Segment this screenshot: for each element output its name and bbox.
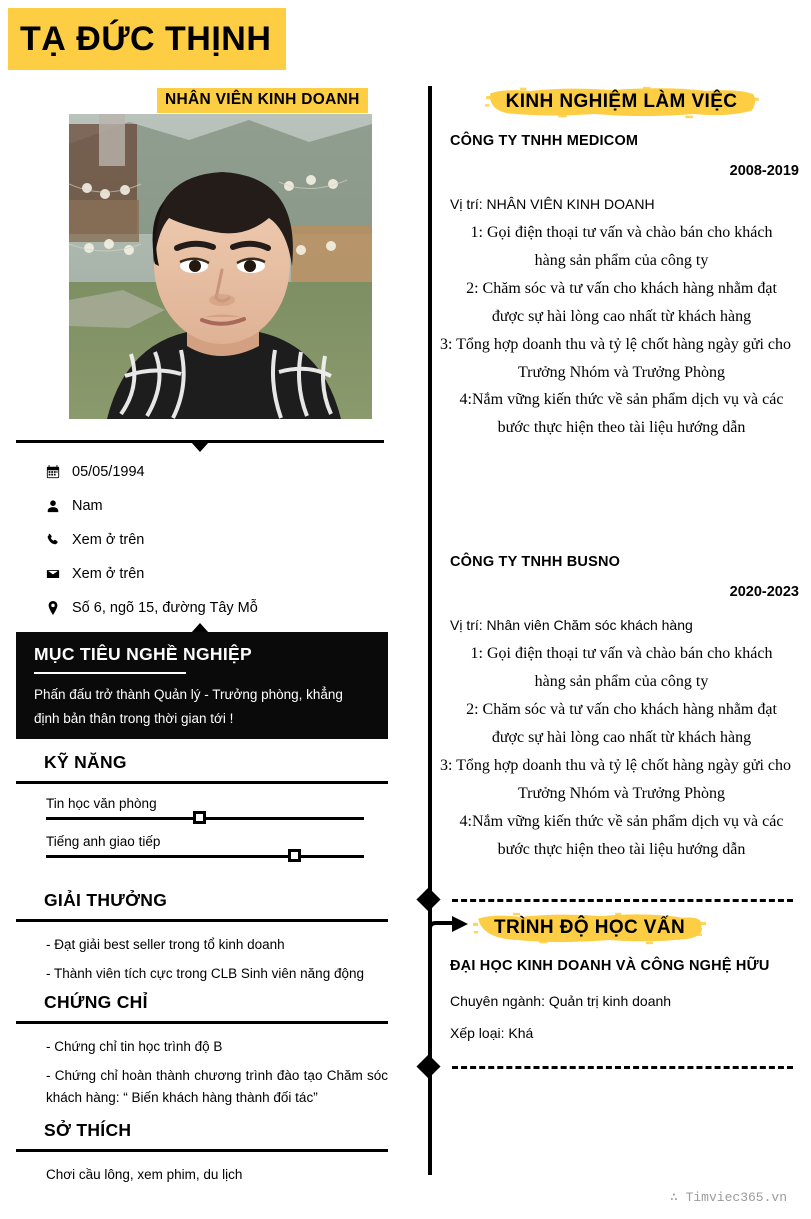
skills-title: KỸ NĂNG <box>44 752 127 772</box>
contact-item-address <box>46 591 384 625</box>
duty-line: 3: Tổng hợp doanh thu và tỷ lệ chốt hàng ngày gửi cho <box>440 756 791 774</box>
duty-line: 4:Nắm vững kiến thức về sản phẩm dịch vụ và các <box>459 812 784 830</box>
education-title-badge <box>472 912 707 945</box>
experience-item <box>432 554 811 862</box>
timeline-dashed-bottom <box>452 1066 793 1069</box>
duty-line: hàng sản phẩm của công ty <box>534 251 709 269</box>
duty-list <box>432 641 811 862</box>
awards-list <box>16 922 388 985</box>
duty-line: 2: Chăm sóc và tư vấn cho khách hàng nhằm đạt <box>466 279 777 297</box>
skill-label: Tin học văn phòng <box>46 796 157 811</box>
timeline-diamond-top <box>416 887 440 911</box>
career-objective-underline <box>34 672 186 674</box>
triangle-down-icon <box>191 442 209 452</box>
contact-divider-top <box>16 440 384 443</box>
hobbies-section <box>16 1120 388 1193</box>
contact-item-phone <box>46 523 384 557</box>
duty-line: Trưởng Nhóm và Trưởng Phòng <box>517 784 726 802</box>
list-item: Chơi cầu lông, xem phim, du lịch <box>46 1167 243 1182</box>
right-column <box>432 0 811 1219</box>
duty-line: hàng sản phẩm của công ty <box>534 673 709 691</box>
education-title: TRÌNH ĐỘ HỌC VẤN <box>494 917 686 938</box>
candidate-name-block <box>8 8 271 70</box>
school-name: ĐẠI HỌC KINH DOANH VÀ CÔNG NGHỆ HỮU <box>450 958 770 974</box>
duty-line: 2: Chăm sóc và tư vấn cho khách hàng nhằm đạt <box>466 701 777 719</box>
location-pin-icon <box>46 601 72 615</box>
duty-line: bước thực hiện theo tài liệu hướng dẫn <box>497 419 746 437</box>
person-icon <box>46 499 72 513</box>
contact-value: 05/05/1994 <box>72 464 145 480</box>
skills-section <box>16 752 388 872</box>
skills-list <box>16 784 388 858</box>
contact-value: Số 6, ngõ 15, đường Tây Mỗ <box>72 600 258 616</box>
awards-section <box>16 890 388 992</box>
experience-header <box>432 0 811 119</box>
arrow-right-icon <box>426 916 470 942</box>
list-item: - Chứng chỉ tin học trình độ B <box>46 1039 223 1054</box>
contact-block <box>16 440 384 635</box>
envelope-icon <box>46 567 72 581</box>
certificates-list <box>16 1024 388 1109</box>
list-item: - Chứng chỉ hoàn thành chương trình đào tạo Chăm sóc khách hàng: “ Biến khách hàng thành đối tác” <box>46 1067 388 1105</box>
career-objective-section <box>16 632 388 739</box>
skill-slider-handle[interactable] <box>193 811 206 824</box>
calendar-icon <box>46 465 72 479</box>
hobbies-title: SỞ THÍCH <box>44 1120 132 1140</box>
career-objective-title: MỤC TIÊU NGHỀ NGHIỆP <box>34 644 252 664</box>
duty-line: 1: Gọi điện thoại tư vấn và chào bán cho khách <box>470 645 773 663</box>
contact-value: Xem ở trên <box>72 532 145 548</box>
list-item: - Thành viên tích cực trong CLB Sinh viên năng động <box>46 965 364 981</box>
contact-item-birthdate <box>46 455 384 489</box>
company-name: CÔNG TY TNHH BUSNO <box>450 554 621 571</box>
phone-icon <box>46 533 72 547</box>
contact-list <box>16 443 384 633</box>
duty-line: 1: Gọi điện thoại tư vấn và chào bán cho khách <box>470 224 773 241</box>
contact-value: Nam <box>72 498 103 514</box>
experience-title-badge <box>484 86 760 119</box>
duty-line: 3: Tổng hợp doanh thu và tỷ lệ chốt hàng ngày gửi cho <box>440 335 791 353</box>
skill-slider-track[interactable] <box>46 817 364 820</box>
position-title: Vị trí: NHÂN VIÊN KINH DOANH <box>450 196 655 212</box>
certificates-title: CHỨNG CHỈ <box>44 992 148 1012</box>
employment-dates: 2020-2023 <box>729 584 799 601</box>
position-title: Vị trí: Nhân viên Chăm sóc khách hàng <box>450 617 693 634</box>
list-item: - Đạt giải best seller trong tổ kinh doanh <box>46 937 285 952</box>
duty-line: 4:Nắm vững kiến thức về sản phẩm dịch vụ và các <box>459 391 784 409</box>
timeline-diamond-bottom <box>416 1054 440 1078</box>
job-title-text: NHÂN VIÊN KINH DOANH <box>165 91 360 108</box>
awards-title: GIẢI THƯỞNG <box>44 890 168 910</box>
duty-line: được sự hài lòng cao nhất từ khách hàng <box>491 307 752 325</box>
skill-item <box>46 796 388 820</box>
education-grade: Xếp loại: Khá <box>450 1025 534 1041</box>
career-objective-text: Phấn đấu trở thành Quản lý - Trưởng phòng, khẳng định bản thân trong thời gian tới ! <box>34 687 343 726</box>
skill-item <box>46 834 388 858</box>
employment-dates: 2008-2019 <box>729 163 799 179</box>
duty-list <box>432 220 811 441</box>
contact-item-email <box>46 557 384 591</box>
duty-line: Trưởng Nhóm và Trưởng Phòng <box>517 363 726 381</box>
experience-title: KINH NGHIỆM LÀM VIỆC <box>505 91 738 112</box>
skill-label: Tiếng anh giao tiếp <box>46 834 161 849</box>
experience-item <box>432 133 811 441</box>
timeline-dashed-top <box>452 899 793 902</box>
duty-line: bước thực hiện theo tài liệu hướng dẫn <box>497 840 746 858</box>
hobbies-list <box>16 1152 388 1186</box>
candidate-name: TẠ ĐỨC THỊNH <box>20 20 272 58</box>
certificates-section <box>16 992 388 1116</box>
duty-line: được sự hài lòng cao nhất từ khách hàng <box>491 728 752 746</box>
skill-slider-track[interactable] <box>46 855 364 858</box>
contact-value: Xem ở trên <box>72 566 145 582</box>
footer-watermark: ∴ Timviec365.vn <box>669 1190 787 1205</box>
education-major: Chuyên ngành: Quản trị kinh doanh <box>450 993 672 1009</box>
portrait-photo-illustration <box>69 114 372 419</box>
contact-item-gender <box>46 489 384 523</box>
skill-slider-handle[interactable] <box>288 849 301 862</box>
avatar <box>69 114 372 419</box>
company-name: CÔNG TY TNHH MEDICOM <box>450 133 639 149</box>
